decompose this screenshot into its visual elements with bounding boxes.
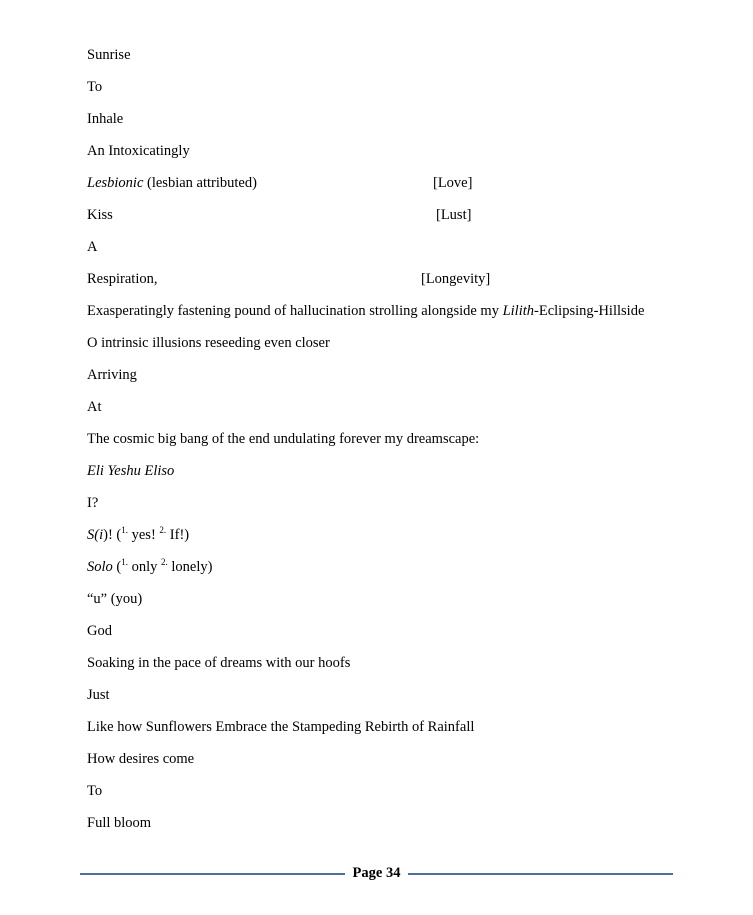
poem-line xyxy=(87,398,707,430)
line-text: Exasperatingly fastening pound of hallucination strolling alongside my xyxy=(87,303,503,319)
bracket-note: [Lust] xyxy=(436,207,472,223)
line-text: An Intoxicatingly xyxy=(87,143,190,159)
italic-line: Eli Yeshu Eliso xyxy=(87,463,175,479)
line-text: How desires come xyxy=(87,751,195,767)
line-text: Kiss xyxy=(87,207,113,223)
superscript-marker: 1. xyxy=(121,557,128,567)
line-text: Full bloom xyxy=(87,815,152,831)
superscript-marker: 2. xyxy=(159,525,167,535)
poem-line xyxy=(87,558,707,590)
line-text: God xyxy=(87,623,112,639)
line-text: yes! xyxy=(128,527,160,543)
line-text: To xyxy=(87,783,103,799)
poem-line xyxy=(87,654,707,686)
poem-line xyxy=(87,814,707,846)
italic-word: i xyxy=(99,527,104,543)
page-footer xyxy=(80,864,673,884)
footer-rule-left xyxy=(80,873,345,875)
poem-line xyxy=(87,366,707,398)
line-text: A xyxy=(87,239,98,255)
poem-line xyxy=(87,750,707,782)
poem-line xyxy=(87,142,707,174)
poem-line xyxy=(87,302,707,334)
poem-line xyxy=(87,238,707,270)
poem-line xyxy=(87,430,707,462)
line-text: Just xyxy=(87,687,110,703)
poem-line xyxy=(87,622,707,654)
italic-word: Lesbionic xyxy=(87,175,144,191)
superscript-marker: 1. xyxy=(121,525,128,535)
poem-line xyxy=(87,590,707,622)
poem-line xyxy=(87,270,707,302)
italic-word: Lilith xyxy=(502,303,535,319)
superscript-marker: 2. xyxy=(161,557,168,567)
poem-line xyxy=(87,782,707,814)
footer-rule-right xyxy=(408,873,673,875)
line-text: Respiration, xyxy=(87,271,158,287)
bracket-note: [Love] xyxy=(433,175,473,191)
line-text: -Eclipsing-Hillside xyxy=(534,303,645,319)
poem-line xyxy=(87,462,707,494)
line-text: I? xyxy=(87,495,99,511)
line-text: The cosmic big bang of the end undulating forever my dreamscape: xyxy=(87,431,480,447)
line-text: At xyxy=(87,399,102,415)
poem-line xyxy=(87,494,707,526)
line-text: lonely) xyxy=(167,559,213,575)
poem-body xyxy=(87,46,707,846)
line-text: O intrinsic illusions reseeding even closer xyxy=(87,335,330,351)
page-number: Page 34 xyxy=(352,865,401,881)
line-text: ( xyxy=(112,559,122,575)
line-text: Sunrise xyxy=(87,47,131,63)
line-text: )! ( xyxy=(103,527,122,543)
poem-line xyxy=(87,110,707,142)
italic-word: Solo xyxy=(87,559,113,575)
line-text: Arriving xyxy=(87,367,137,383)
bracket-note: [Longevity] xyxy=(421,271,491,287)
line-text: “u” (you) xyxy=(87,591,143,607)
italic-word: S( xyxy=(87,527,100,543)
line-text: Like how Sunflowers Embrace the Stampeding Rebirth of Rainfall xyxy=(87,719,475,735)
poem-line xyxy=(87,78,707,110)
poem-line xyxy=(87,686,707,718)
line-text: Soaking in the pace of dreams with our hoofs xyxy=(87,655,351,671)
poem-line xyxy=(87,718,707,750)
line-text: If!) xyxy=(166,527,190,543)
line-text: (lesbian attributed) xyxy=(143,175,257,191)
line-text: To xyxy=(87,79,103,95)
poem-line xyxy=(87,334,707,366)
poem-line xyxy=(87,206,707,238)
poem-line xyxy=(87,46,707,78)
poem-line xyxy=(87,526,707,558)
line-text: Inhale xyxy=(87,111,124,127)
poem-line xyxy=(87,174,707,206)
line-text: only xyxy=(128,559,162,575)
